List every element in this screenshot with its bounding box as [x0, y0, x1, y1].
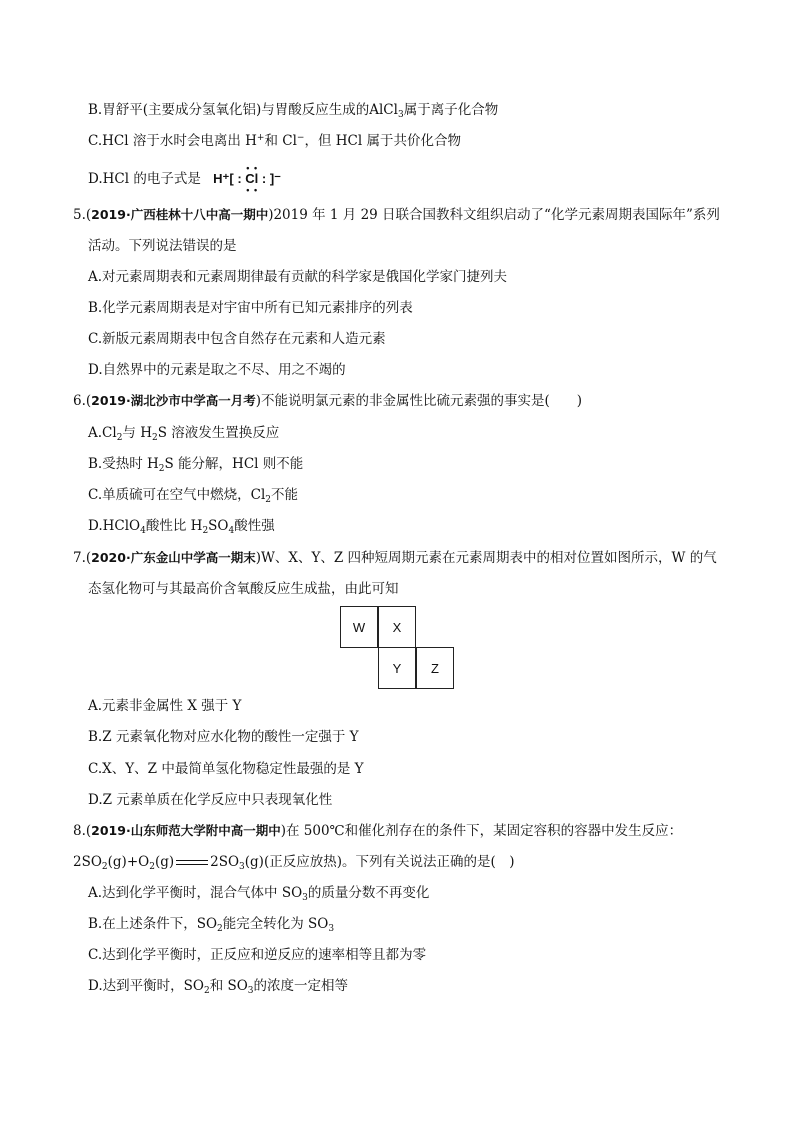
q8-source: 2019·山东师范大学附中高一期中: [91, 823, 281, 838]
q5-option-d: D.自然界中的元素是取之不尽、用之不竭的: [88, 362, 346, 378]
equilibrium-arrow-icon: [174, 858, 210, 868]
q5-option-c: C.新版元素周期表中包含自然存在元素和人造元素: [88, 331, 386, 347]
cell-x: X: [378, 606, 416, 648]
q4-option-d: D.HCl 的电子式是 H⁺[ : • • Cl • • : ]⁻: [88, 163, 282, 195]
q6-option-a: $A.Cl_2$与 $H_2S$ 溶液发生置换反应: [88, 425, 280, 443]
q7-option-d: D.Z 元素单质在化学反应中只表现氧化性: [88, 792, 333, 808]
q7-option-b: B.Z 元素氧化物对应水化物的酸性一定强于 Y: [88, 729, 359, 745]
periodic-position-diagram: [340, 606, 455, 690]
q8-equation: $2SO_2(g)+O_2(g)$ $2SO_3(g)$(正反应放热)。下列有关说法正确的是( ): [73, 854, 515, 872]
q5-option-a: A.对元素周期表和元素周期律最有贡献的科学家是俄国化学家门捷列夫: [88, 269, 508, 285]
q5-source: 2019·广西桂林十八中高一期中: [91, 207, 269, 222]
q7-stem: 7.(2020·广东金山中学高一期末)W、X、Y、Z 四种短周期元素在元素周期表中的相对位置如图所示，W 的气: [73, 550, 717, 566]
q6-option-b: B.受热时 $H_2S$ 能分解，HCl 则不能: [88, 456, 304, 474]
q8-option-b: B.在上述条件下，$SO_2$能完全转化为 $SO_3$: [88, 916, 335, 934]
q8-option-c: C.达到化学平衡时，正反应和逆反应的速率相等且都为零: [88, 947, 427, 963]
q6-source: 2019·湖北沙市中学高一月考: [91, 393, 256, 408]
q8-option-a: A.达到化学平衡时，混合气体中 $SO_3$的质量分数不再变化: [88, 885, 430, 903]
q6-option-d: D.HClO$_4$酸性比 $H_2SO_4$酸性强: [88, 518, 275, 536]
q8-stem: 8.(2019·山东师范大学附中高一期中)在 500℃和催化剂存在的条件下，某固定容积的容器中发生反应：: [73, 823, 683, 839]
q7-source: 2020·广东金山中学高一期末: [91, 550, 256, 565]
q5-option-b: B.化学元素周期表是对宇宙中所有已知元素排序的列表: [88, 300, 413, 316]
q6-stem: 6.(2019·湖北沙市中学高一月考)不能说明氯元素的非金属性比硫元素强的事实是( ): [73, 393, 583, 409]
q7-option-a: A.元素非金属性 X 强于 Y: [88, 698, 242, 714]
q8-option-d: D.达到平衡时，$SO_2$和 $SO_3$的浓度一定相等: [88, 978, 349, 996]
cell-y: Y: [378, 647, 416, 689]
q4-option-b: B.胃舒平(主要成分氢氧化铝)与胃酸反应生成的AlCl$_3$属于离子化合物: [88, 102, 499, 120]
q5-stem: 5.(2019·广西桂林十八中高一期中)2019 年 1 月 29 日联合国教科文组织启动了“化学元素周期表国际年”系列: [73, 207, 720, 223]
q6-option-c: C.单质硫可在空气中燃烧，$Cl_2$不能: [88, 487, 299, 505]
q4-option-c: C.HCl 溶于水时会电离出 H+和 Cl−，但 HCl 属于共价化合物: [88, 133, 461, 149]
cell-w: W: [340, 606, 378, 648]
cell-z: Z: [416, 647, 454, 689]
hcl-electron-formula: H⁺[ : • • Cl • • : ]⁻: [213, 163, 282, 195]
q7-option-c: C.X、Y、Z 中最简单氢化物稳定性最强的是 Y: [88, 761, 364, 777]
q5-stem-cont: 活动。下列说法错误的是: [88, 238, 237, 254]
q7-stem-cont: 态氢化物可与其最高价含氧酸反应生成盐，由此可知: [88, 581, 399, 597]
